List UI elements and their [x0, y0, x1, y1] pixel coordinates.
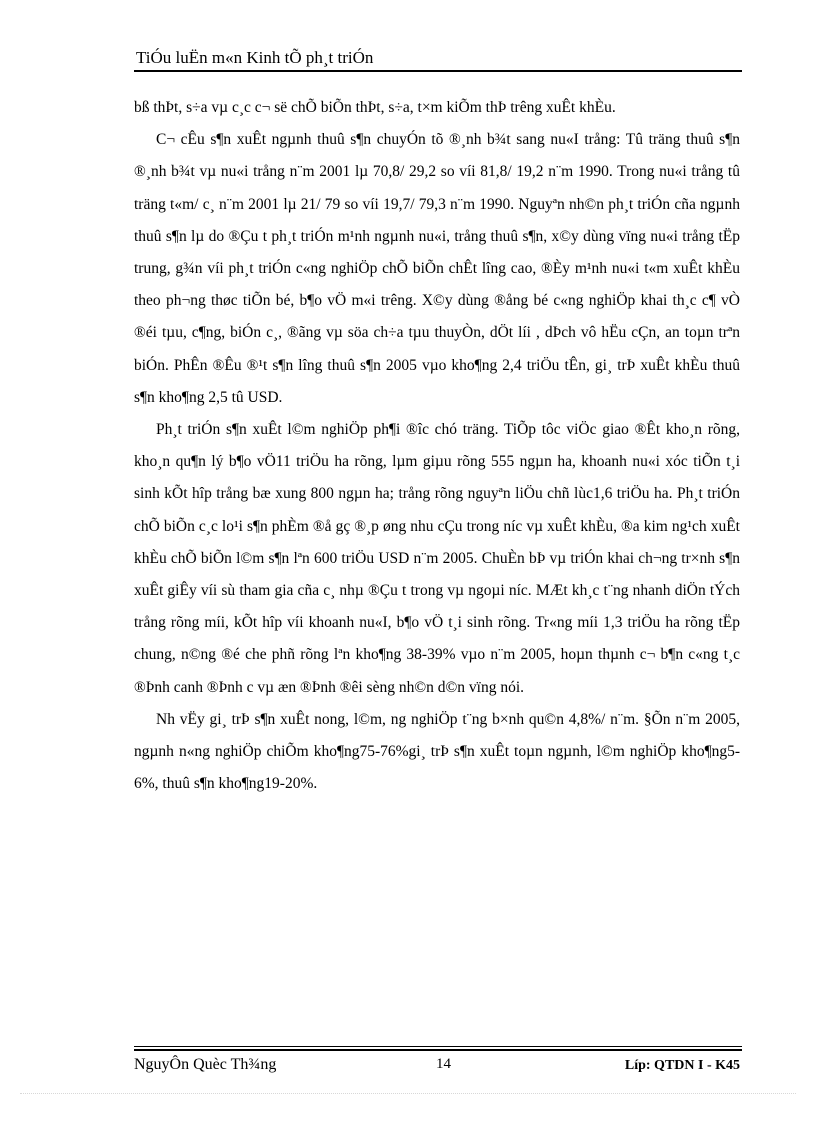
header-title: TiÓu luËn m«n Kinh tÕ ph¸t triÓn [136, 48, 374, 67]
paragraph-4: Nh vËy gi¸ trÞ s¶n xuÊt nong, l©m, ng nghiÖp t¨ng b×nh qu©n 4,8%/ n¨m. §Õn n¨m 2005, ngµnh n«ng nghiÖp chiÕm kho¶ng75-76%gi¸ trÞ s¶n xuÊt toµn ngµnh, l©m nghiÖp kho¶ng5-6%, thuû s¶n kho¶ng19-20%. [134, 710, 740, 793]
footer-author: NguyÔn Quèc Th¾ng [134, 1056, 277, 1073]
paragraph-3: Ph¸t triÓn s¶n xuÊt l©m nghiÖp ph¶i ®îc chó träng. TiÕp tôc viÖc giao ®Êt kho¸n rõng, kho¸n qu¶n lý b¶o vÖ11 triÖu ha rõng, lµm giµu rõng 555 ngµn ha, khoanh nu«i xóc tiÕn t¸i sinh kÕt hîp trång bæ xung 800 ngµn ha; trång rõng nguyªn liÖu chñ lùc1,6 triÖu ha. Ph¸t triÓn chÕ biÕn c¸c lo¹i s¶n phÈm ®å gç ®¸p øng nhu cÇu trong níc vµ xuÊt khÈu, ®a kim ng¹ch xuÊt khÈu chÕ biÕn l©m s¶n lªn 600 triÖu USD n¨m 2005. ChuÈn bÞ vµ triÓn khai ch¬ng tr×nh s¶n xuÊt giÊy víi sù tham gia cña c¸ nhµ ®Çu t trong vµ ngoµi níc. MÆt kh¸c t¨ng nhanh diÖn tÝch trång rõng míi, kÕt hîp víi khoanh nu«I, b¶o vÖ t¸i sinh rõng. Tr«ng míi 1,3 triÖu ha rõng tËp chung, n©ng ®é che phñ rõng lªn kho¶ng 38-39% vµo n¨m 2005, hoµn thµnh c¬ b¶n c«ng t¸c ®Þnh canh ®Þnh c vµ æn ®Þnh ®êi sèng nh©n d©n vïng nói. [134, 421, 740, 696]
page-bottom-dotted-line [20, 1093, 796, 1094]
footer-class-label: Líp: QTDN I - K45 [624, 1058, 740, 1073]
header-rule [134, 70, 742, 72]
paragraph-2: C¬ cÊu s¶n xuÊt ngµnh thuû s¶n chuyÓn tõ ®¸nh b¾t sang nu«I trång: Tû träng thuû s¶n ®¸nh b¾t vµ nu«i trång n¨m 2001 lµ 70,8/ 29,2 so víi 81,8/ 19,2 n¨m 1990. Trong nu«i trång tû träng t«m/ c¸ n¨m 2001 lµ 21/ 79 so víi 19,7/ 79,3 n¨m 1990. Nguyªn nh©n ph¸t triÓn cña ngµnh thuû s¶n lµ do ®Çu t ph¸t triÓn m¹nh ngµnh nu«i, trång thuû s¶n, x©y dùng vïng nu«i trång tËp trung, g¾n víi ph¸t triÓn c«ng nghiÖp chÕ biÕn chÊt lîng cao, ®Èy m¹nh nu«i t«m xuÊt khÈu theo ph¬ng thøc tiÕn bé, b¶o vÖ m«i trêng. X©y dùng ®ång bé c«ng nghiÖp khai th¸c c¶ vÒ ®éi tµu, c¶ng, biÓn c¸, ®ãng vµ söa ch÷a tµu thuyÒn, dÖt líi , dÞch vô hËu cÇn, an toµn trªn biÓn. PhÊn ®Êu ®¹t s¶n lîng thuû s¶n 2005 vµo kho¶ng 2,4 triÖu tÊn, gi¸ trÞ xuÊt khÈu thuû s¶n kho¶ng 2,5 tû USD. [134, 131, 740, 406]
paragraph-1: bß thÞt, s÷a vµ c¸c c¬ së chÕ biÕn thÞt, s÷a, t×m kiÕm thÞ trêng xuÊt khÈu. [134, 99, 616, 116]
footer-rule [134, 1046, 742, 1047]
footer-rule-thick [134, 1049, 742, 1051]
page-number: 14 [436, 1056, 451, 1072]
body-text [134, 92, 740, 800]
